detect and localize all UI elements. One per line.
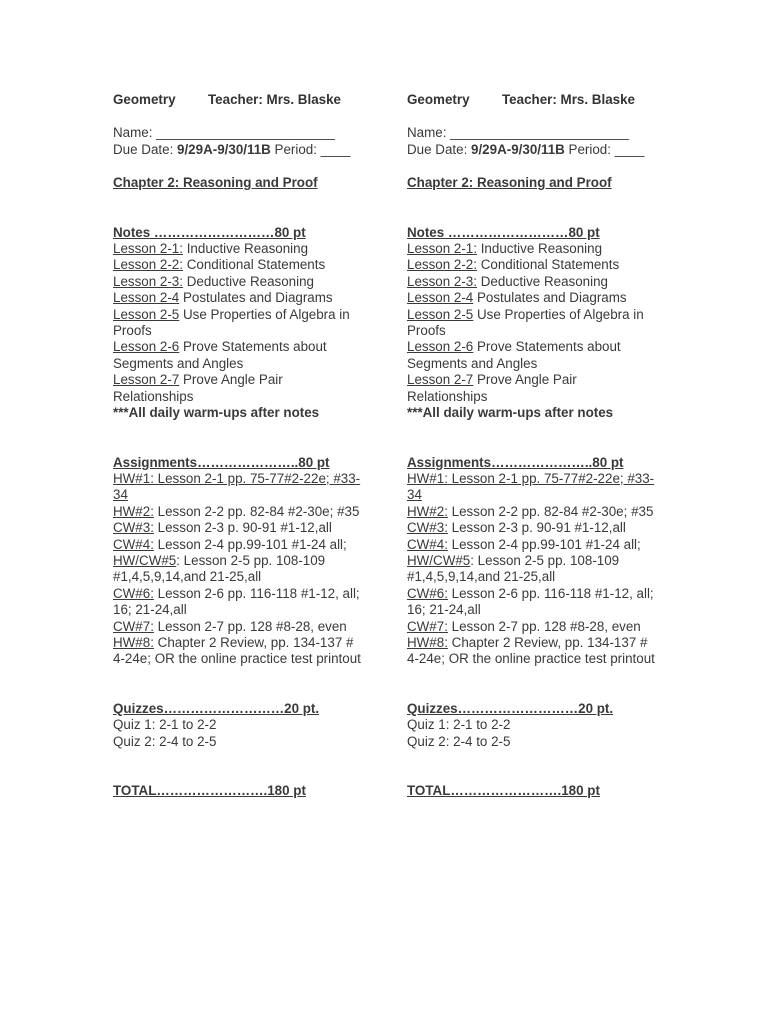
chapter-title: Chapter 2: Reasoning and Proof [113, 175, 318, 191]
handout-right [407, 92, 659, 799]
list-item: Lesson 2-1: Inductive Reasoning [113, 241, 309, 257]
list-item: Quiz 1: 2-1 to 2-2 [113, 717, 217, 733]
name-field: Name: ________________________ [407, 125, 629, 141]
subject-label: Geometry [407, 92, 470, 107]
list-item: Lesson 2-5 Use Properties of Algebra in Proofs [407, 306, 644, 339]
list-item: HW#1: Lesson 2-1 pp. 75-77#2-22e; #33-34 [407, 470, 655, 503]
list-item: CW#3: Lesson 2-3 p. 90-91 #1-12,all [407, 520, 626, 536]
due-date-line: Due Date: 9/29A-9/30/11B Period: ____ [113, 141, 351, 157]
list-item: Lesson 2-4 Postulates and Diagrams [113, 290, 333, 306]
list-item: Quiz 2: 2-4 to 2-5 [113, 733, 217, 749]
subject-label: Geometry [113, 92, 176, 107]
quizzes-heading: Quizzes………………………20 pt. [407, 700, 614, 716]
assignments-heading: Assignments…………………..80 pt [113, 454, 330, 470]
list-item: Lesson 2-3: Deductive Reasoning [113, 273, 314, 289]
total-line: TOTAL…………………….180 pt [113, 783, 306, 798]
list-item: HW#1: Lesson 2-1 pp. 75-77#2-22e; #33-34 [113, 470, 361, 503]
list-item: HW#2: Lesson 2-2 pp. 82-84 #2-30e; #35 [407, 503, 654, 519]
list-item: Lesson 2-6 Prove Statements about Segments and Angles [113, 339, 327, 371]
total-line: TOTAL…………………….180 pt [407, 783, 600, 798]
list-item: Lesson 2-1: Inductive Reasoning [407, 241, 603, 257]
list-item: CW#6: Lesson 2-6 pp. 116-118 #1-12, all; 16; 21-24,all [113, 585, 360, 618]
list-item: Lesson 2-3: Deductive Reasoning [407, 273, 608, 289]
due-date-line: Due Date: 9/29A-9/30/11B Period: ____ [407, 141, 645, 157]
list-item: HW#8: Chapter 2 Review, pp. 134-137 # 4-24e; OR the online practice test printout [113, 634, 361, 667]
list-item: HW#2: Lesson 2-2 pp. 82-84 #2-30e; #35 [113, 503, 360, 519]
header-row [407, 92, 659, 108]
list-item: Quiz 1: 2-1 to 2-2 [407, 717, 511, 733]
chapter-title: Chapter 2: Reasoning and Proof [407, 175, 612, 191]
quizzes-heading: Quizzes………………………20 pt. [113, 700, 320, 716]
list-item: CW#7: Lesson 2-7 pp. 128 #8-28, even [113, 618, 347, 634]
list-item: Lesson 2-2: Conditional Statements [407, 257, 620, 273]
list-item: Lesson 2-6 Prove Statements about Segments and Angles [407, 339, 621, 371]
list-item: CW#4: Lesson 2-4 pp.99-101 #1-24 all; [113, 536, 347, 552]
warmups-note: ***All daily warm-ups after notes [407, 405, 614, 421]
assignments-heading: Assignments…………………..80 pt [407, 454, 624, 470]
teacher-label: Teacher: Mrs. Blaske [502, 92, 635, 107]
list-item: HW#8: Chapter 2 Review, pp. 134-137 # 4-24e; OR the online practice test printout [407, 634, 655, 667]
list-item: Lesson 2-7 Prove Angle Pair Relationships [407, 372, 577, 404]
list-item: CW#3: Lesson 2-3 p. 90-91 #1-12,all [113, 520, 332, 536]
list-item: CW#4: Lesson 2-4 pp.99-101 #1-24 all; [407, 536, 641, 552]
due-dates: 9/29A-9/30/11B [177, 141, 271, 157]
due-dates: 9/29A-9/30/11B [471, 141, 565, 157]
list-item: HW/CW#5: Lesson 2-5 pp. 108-109 #1,4,5,9,14,and 21-25,all [113, 552, 326, 585]
list-item: HW/CW#5: Lesson 2-5 pp. 108-109 #1,4,5,9,14,and 21-25,all [407, 552, 620, 585]
list-item: CW#7: Lesson 2-7 pp. 128 #8-28, even [407, 618, 641, 634]
list-item: Lesson 2-7 Prove Angle Pair Relationships [113, 372, 283, 404]
list-item: CW#6: Lesson 2-6 pp. 116-118 #1-12, all; 16; 21-24,all [407, 585, 654, 618]
teacher-label: Teacher: Mrs. Blaske [208, 92, 341, 107]
handout-left [113, 92, 365, 799]
notes-heading: Notes ………………………80 pt [113, 224, 306, 240]
name-field: Name: ________________________ [113, 125, 335, 141]
list-item: Quiz 2: 2-4 to 2-5 [407, 733, 511, 749]
header-row [113, 92, 365, 108]
warmups-note: ***All daily warm-ups after notes [113, 405, 320, 421]
list-item: Lesson 2-4 Postulates and Diagrams [407, 290, 627, 306]
list-item: Lesson 2-5 Use Properties of Algebra in Proofs [113, 306, 350, 339]
notes-heading: Notes ………………………80 pt [407, 224, 600, 240]
list-item: Lesson 2-2: Conditional Statements [113, 257, 326, 273]
